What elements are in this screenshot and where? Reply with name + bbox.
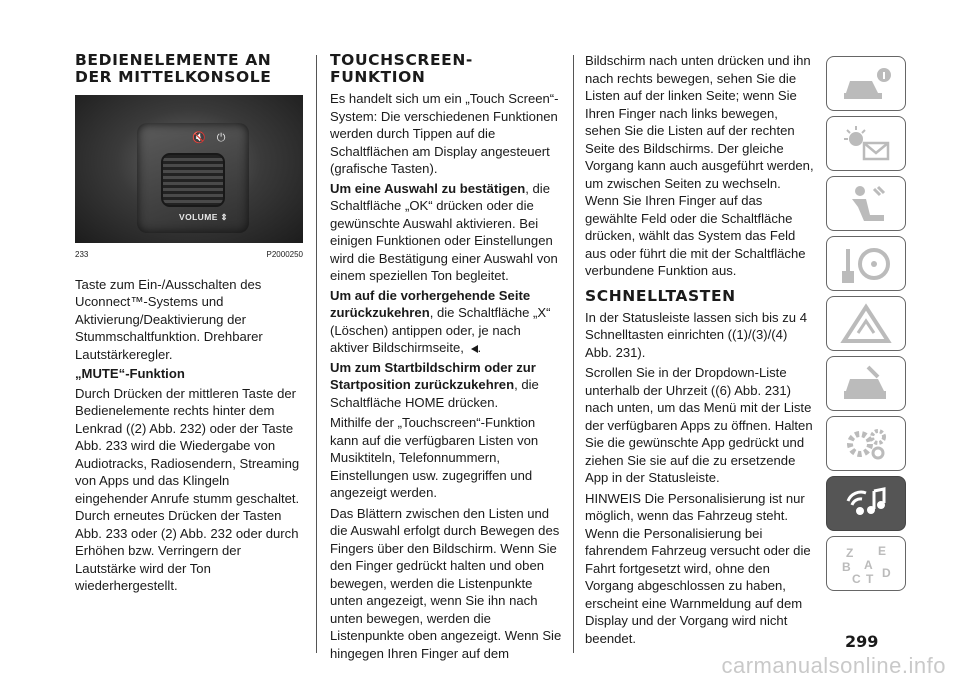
paragraph: Bildschirm nach unten drücken und ihn nach rechts bewegen, sehen Sie die Listen auf der linken Seite; wenn Sie Ihren Finger nach links bewegen, sehen Sie die Listen auf der rechten Seite des Bildschirms. Der gleiche Vorgang kann auch ausgeführt werden, um zwischen Seiten zu wechseln. Wenn Sie Ihren Finger auf das gewählte Feld oder die Schaltfläche drücken, wählt das System das Feld aus oder führt die mit der Schaltfläche verbundene Funktion aus. bbox=[585, 53, 814, 278]
volume-label: VOLUME ⇕ bbox=[179, 212, 229, 222]
section-heading-controls: BEDIENELEMENTE AN DER MITTELKONSOLE bbox=[75, 51, 272, 86]
paragraph: Durch Drücken der mittleren Taste der Bedienelemente rechts hinter dem Lenkrad ((2) Abb. 232) oder der Taste Abb. 233 wird die Wiedergabe von Audiotracks, Radiosendern, Streaming von Apps und das Klingeln eingehender Anrufe stumm geschaltet. Durch erneutes Drücken der Tasten Abb. 233 oder (2) Abb. 232 oder durch Erhöhen bzw. Verringern der Lautstärke wird der Ton wiederhergestellt. bbox=[75, 385, 300, 593]
warning-triangle-icon bbox=[838, 303, 894, 345]
paragraph: Taste zum Ein-/Ausschalten des Uconnect™-Systems und Aktivierung/Deaktivierung der Stummschaltfunktion. Drehbarer Lautstärkeregler. bbox=[75, 276, 263, 362]
subheading-mute: „MUTE“-Funktion bbox=[75, 366, 185, 381]
tab-technical-data[interactable] bbox=[826, 416, 906, 471]
svg-text:E: E bbox=[878, 543, 887, 558]
console-photo bbox=[75, 95, 303, 243]
car-service-icon bbox=[838, 363, 894, 405]
tab-lights-messages[interactable] bbox=[826, 116, 906, 171]
tab-index[interactable] bbox=[826, 536, 906, 591]
car-info-icon bbox=[838, 63, 894, 105]
multimedia-icon bbox=[838, 483, 894, 525]
back-arrow-icon bbox=[471, 345, 478, 353]
tab-multimedia[interactable] bbox=[826, 476, 906, 531]
figure-number: 233 bbox=[75, 250, 89, 259]
paragraph: Um auf die vorhergehende Seite zurückzukehren, die Schaltfläche „X“ (Löschen) antippen oder, je nach aktiver Bildschirmseite, . bbox=[330, 287, 551, 355]
paragraph: HINWEIS Die Personalisierung ist nur möglich, wenn das Fahrzeug steht. Wenn die Personalisierung bei fahrendem Fahrzeug versucht oder die Fahrt fortgesetzt wird, ohne den Vorgang abgeschlossen zu haben, erscheint eine Warnmeldung auf dem Display und der Vorgang wird nicht beendet. bbox=[585, 490, 811, 646]
paragraph: Es handelt sich um ein „Touch Screen“-System: Die verschiedenen Funktionen werden durch Tippen auf die Schaltflächen am Display angesteuert (grafische Tasten). bbox=[330, 91, 559, 176]
tab-vehicle-info[interactable] bbox=[826, 56, 906, 111]
column-2 bbox=[330, 52, 562, 664]
paragraph: Mithilfe der „Touchscreen“-Funktion kann auf die verfügbaren Listen von Musiktiteln, Telefonnummern, Einstellungen usw. zugegriffen und angezeigt werden. bbox=[330, 415, 539, 500]
tab-start-drive[interactable] bbox=[826, 236, 906, 291]
svg-text:B: B bbox=[842, 559, 851, 574]
section-heading-touchscreen: TOUCHSCREEN-FUNKTION bbox=[330, 51, 473, 86]
column-1 bbox=[75, 52, 303, 597]
paragraph: Um eine Auswahl zu bestätigen, die Schaltfläche „OK“ drücken oder die gewünschte Auswahl aktivieren. Bei einigen Funktionen oder Einstellungen wird die Bestätigung einer Auswahl von einem speziellen Ton begleitet. bbox=[330, 180, 558, 283]
control-panel bbox=[137, 123, 249, 233]
tab-safety[interactable] bbox=[826, 176, 906, 231]
chapter-tabs bbox=[826, 56, 908, 596]
mute-power-icon: 🔇 ⏻ bbox=[192, 132, 230, 144]
watermark: carmanualsonline.info bbox=[721, 653, 946, 678]
paragraph: Das Blättern zwischen den Listen und die Auswahl erfolgt durch Bewegen des Fingers über den Bildschirm. Wenn Sie den Finger gedrückt halten und oben bewegen, werden die Listenpunkte unten angezeigt, wenn Sie ihn nach unten bewegen, werden die Listenpunkte oben angezeigt. Wenn Sie hingegen Ihren Finger auf dem bbox=[330, 505, 562, 661]
section-heading-shortcuts: SCHNELLTASTEN bbox=[585, 286, 736, 305]
column-divider bbox=[316, 55, 317, 653]
seat-airbag-icon bbox=[838, 183, 894, 225]
volume-knob bbox=[161, 153, 225, 207]
paragraph: Um zum Startbildschirm oder zur Startposition zurückzukehren, die Schaltfläche HOME drücken. bbox=[330, 359, 539, 410]
paragraph: Scrollen Sie in der Dropdown-Liste unterhalb der Uhrzeit ((6) Abb. 231) nach unten, um das Menü mit der Liste der verfügbaren Apps zu öffnen. Halten Sie die gewünschte App gedrückt und ziehen Sie sie auf die zu ersetzende App in der Statusleiste. bbox=[585, 365, 813, 485]
figure-caption bbox=[75, 246, 303, 264]
column-divider bbox=[573, 55, 574, 653]
paragraph: In der Statusleiste lassen sich bis zu 4 Schnelltasten einrichten ((1)/(3)/(4) Abb. 231). bbox=[585, 309, 807, 360]
key-steering-icon bbox=[838, 243, 894, 285]
svg-text:A: A bbox=[864, 557, 873, 572]
svg-text:Z: Z bbox=[846, 545, 854, 560]
column-3 bbox=[585, 52, 817, 649]
tab-maintenance[interactable] bbox=[826, 356, 906, 411]
page-number: 299 bbox=[845, 632, 879, 651]
figure-code: P2000250 bbox=[266, 250, 303, 259]
svg-text:T: T bbox=[866, 571, 874, 585]
tab-emergency[interactable] bbox=[826, 296, 906, 351]
gear-tools-icon bbox=[838, 423, 894, 465]
alphabetical-index-icon bbox=[838, 543, 894, 585]
svg-text:C: C bbox=[852, 571, 861, 585]
svg-text:D: D bbox=[882, 565, 891, 580]
lights-message-icon bbox=[838, 123, 894, 165]
